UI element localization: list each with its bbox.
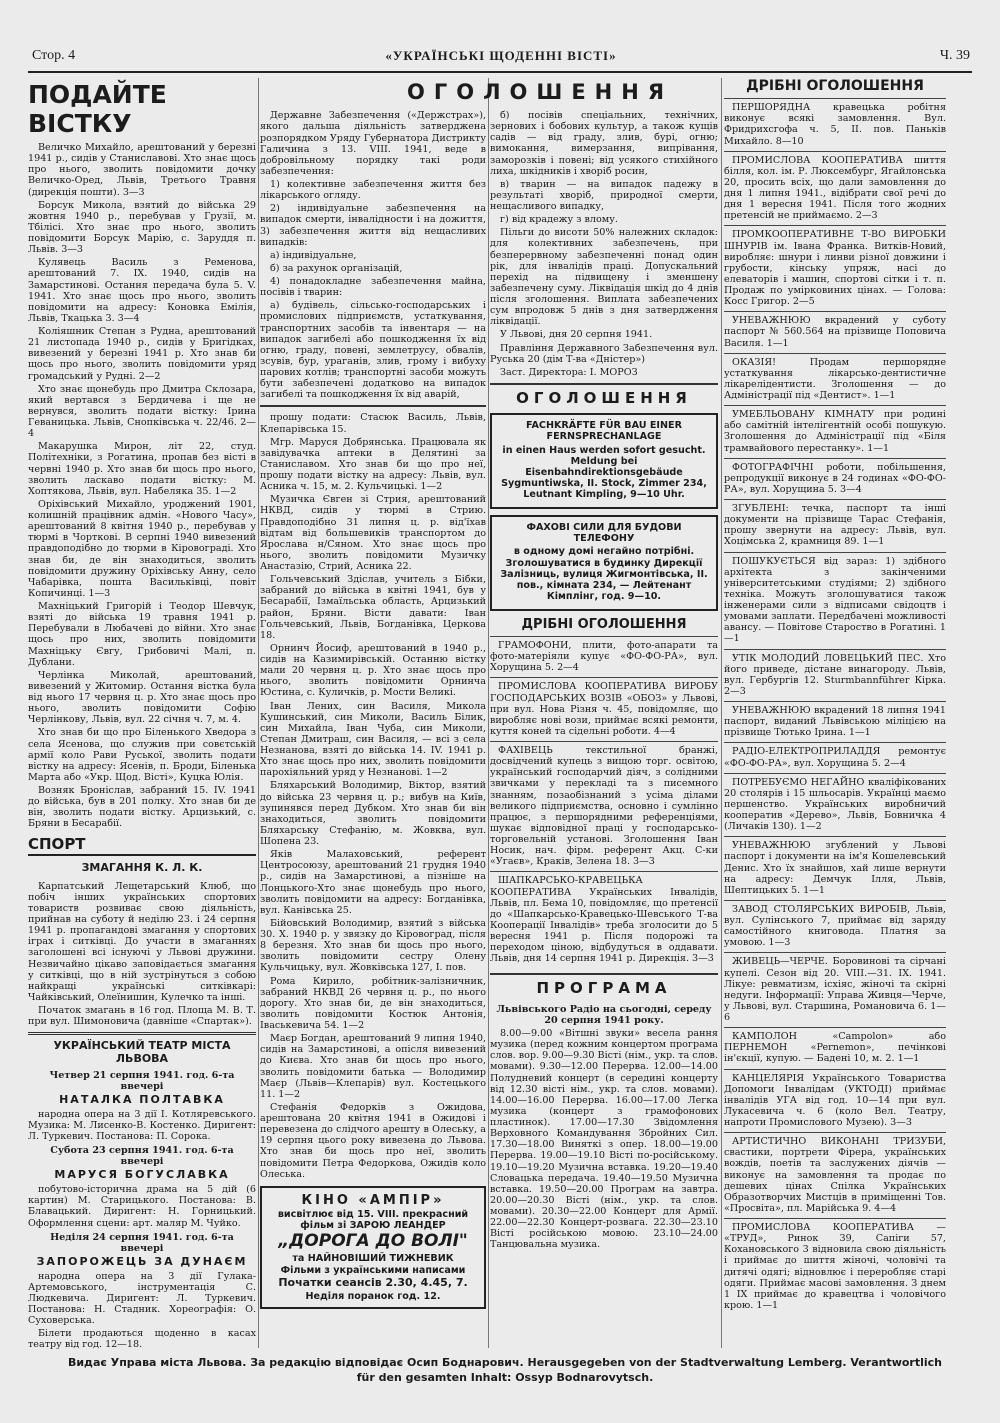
paragraph-text: Хто знав би що про Біленького Хведора з села Ясенова, що служив при совєтській армії коло Рави Руської, зволить подати вістку на адресу: Ясенів, п. Броди, Біленька Марта або «Укр. Щод. Вісті», Куцка Юлія. bbox=[28, 727, 256, 783]
issue-number: Ч. 39 bbox=[939, 48, 970, 63]
notice-body: в одному домі негайно потрібні. Зголошуватися в будинку Дирекції Залізниць, вулиця Жигмонтівська, II. пов., кімната 234, — Лейтенант Кімплінг, год. 9—10. bbox=[500, 546, 708, 602]
cinema-ad bbox=[260, 1186, 486, 1309]
paragraph-text: ПРОМИСЛОВА КООПЕРАТИВА ВИРОБУ ГОСПОДАРСЬКИХ ВОЗІВ «ОБОЗ» у Львові, при вул. Нова Різня ч. 45, повідомляє, що виробляє нові вози, приймає всякі ремонти, куття коней та сідельні роботи. 4—4 bbox=[490, 681, 718, 737]
paragraph-text: ЖИВЕЦЬ—ЧЕРЧЕ. Боровинові та сірчані купелі. Сезон від 20. VIII.—31. IX. 1941. Лікуе: ревматизм, ісхіяс, жіночі та скірні недуги. Інформації: Управа Живця—Черче, у Львові, вул. Старшина, Романовича 6. 1—6 bbox=[724, 956, 946, 1024]
classified-ad bbox=[724, 836, 946, 900]
theatre-show bbox=[28, 1145, 256, 1229]
classified-ad bbox=[724, 225, 946, 311]
missing-person-notice bbox=[260, 574, 486, 641]
classified-ad bbox=[724, 773, 946, 837]
paragraph-text: г) від крадежу з влому. bbox=[500, 214, 618, 226]
imprint-line: für den gesamten Inhalt: Ossyp Bodnarovytsch. bbox=[356, 1370, 654, 1384]
paragraph-text: Борсук Микола, взятий до війська 29 жовтня 1940 р., перебував у Грузії, м. Тбілісі. Хто знає про нього, зволить повідомити Борсук Марію, с. Заруддя п. Львів. 3—3 bbox=[28, 199, 256, 256]
insurance-paragraph bbox=[260, 250, 486, 261]
missing-person-notice bbox=[260, 976, 486, 1032]
paragraph-text: Правління Державного Забезпечення вул. Руська 20 (дім Т-ва «Дністер») bbox=[490, 342, 718, 365]
paragraph-text: ПРОМИСЛОВА КООПЕРАТИВА — «ТРУД», Ринок 39, Сапіги 57, Кохановського 3 відновила свою діяльність і приймає до шиття жіночі, чоловічі та дитячі одягі; відновлює і переробляє старі одяги. Приймає масові замовлення. З днем 1 IX приймає до кравецтва і чоловічого крою. 1—1 bbox=[724, 1222, 946, 1311]
paragraph-text: Мгр. Маруся Добрянська. Працювала як завідувачка аптеки в Делятині за Станиславом. Хто знав би що про неї, прошу подати вістку на адресу: Львів, вул. Асника ч. 15, м. 2. Кульчицькі. 1—2 bbox=[260, 436, 486, 493]
paragraph-text: УТІК МОЛОДИЙ ЛОВЕЦЬКИЙ ПЕС. Хто його приведе, дістане винагороду. Львів, вул. Гербургів 12. Sturmbannführer Кірка. 2—3 bbox=[724, 652, 946, 697]
paragraph-text: У Львові, дня 20 серпня 1941. bbox=[500, 329, 653, 341]
paragraph-text: Карпатський Лещетарський Клюб, що побіч інших українських спортових товариств розвиває свою діяльність, прийнав на суботу й неділю 23. і 24 серпня 1941 р. пропагандові змагання у спортових іграх і ситківці. До участи в змаганнях заголошені всі існуючі у Львові дружини. Незвичайно цікаво заповідається змагання у ситківці, що в ній зустрінуться з собою найкращі українські ситківкарі: Чайківський, Олеїнишин, Кулечко та інші. bbox=[28, 880, 256, 1003]
ukrainian-notice bbox=[490, 515, 718, 611]
paragraph-text: Махніцький Григорій і Теодор Шевчук, взяті до війська 19 травня 1941 р. Перебували в Любачеві до війни. Хто знає щось про них, зволить повідомити Махніцьку Євгу, Грибовичі Малі, п. Дублани. bbox=[28, 601, 256, 668]
missing-person-notice bbox=[260, 1102, 486, 1180]
classified-ad bbox=[724, 458, 946, 499]
paragraph-text: АРТИСТИЧНО ВИКОНАНІ ТРИЗУБИ, свастики, портрети Фірера, українських вождів, поетів та заслужених діячів — виконує на замовлення та продає по дешевих цінах Спілка Українських Образотворчих Мистців в приміщенні Тов. «Просвіта», пл. Марійська 9. 4—4 bbox=[724, 1136, 946, 1214]
paragraph-text: Заст. Директора: І. МОРОЗ bbox=[500, 366, 638, 378]
column-small-ads bbox=[724, 78, 946, 1348]
section-title-sport: СПОРТ bbox=[28, 836, 256, 856]
small-ads-list bbox=[490, 636, 718, 968]
paragraph-text: ПЕРШОРЯДНА кравецька робітня виконує всякі замовлення. Вул. Фридрихсгофа ч. 5, II. пов. Паньків Михайло. 8—10 bbox=[724, 102, 946, 147]
classified-ad bbox=[724, 405, 946, 458]
classified-ad bbox=[724, 499, 946, 552]
divider bbox=[260, 405, 486, 407]
paragraph-text: 2) індивідуальне забезпечення на випадок смерти, інвалідности і на дожиття, 3) забезпечення життя від нещасливих випадків: bbox=[260, 203, 486, 248]
insurance-paragraph bbox=[260, 179, 486, 201]
paragraph-text: ПОТРЕБУЄМО НЕГАЙНО кваліфікованих 20 столярів і 15 шльосарів. Українці маємо першенство. Українських виробничий кооператив «Дерево», Львів, Бовничка 4 (Личаків 130). 1—2 bbox=[724, 776, 946, 833]
paragraph-text: Музичка Євген зі Стрия, арештований НКВД, сидів у тюрмі в Стрию. Правдоподібно 31 липня ц. р. від'їхав відтам від большевиків транспортом до Ярослава н/Сяном. Хто знає щось про нього, зволить повідомити Музичку Анастазію, Стрий, Асника 22. bbox=[260, 494, 486, 573]
missing-person-notice bbox=[260, 412, 486, 434]
paragraph-text: ШАПКАРСЬКО-КРАВЕЦЬКА КООПЕРАТИВА Українських Інвалідів, Львів, пл. Бема 10, повідомляє, що претенсії до «Шапкарсько-Кравецько-Шевського Т-ва Кооперації Інвалідів» треба зголосити до 5 вересня 1941 р. Після подорожі та переходом ціною, відбудуться в оддавати. Львів, дня 14 серпня 1941 р. Дирекція. 3—3 bbox=[490, 875, 718, 965]
show-title: МАРУСЯ БОГУСЛАВКА bbox=[54, 1168, 230, 1182]
divider bbox=[490, 973, 718, 975]
missing-person-notice bbox=[28, 785, 256, 830]
paragraph-text: Кулявець Василь з Ременова, арештований 7. IX. 1940, сидів на Замарстинові. Остання передача була 5. V. 1941. Хто знає щось про нього, зволить повідомити на адресу: Коновка Емілія, Львів, Ткацька 3. 3—4 bbox=[28, 257, 256, 324]
insurance-paragraph bbox=[260, 300, 486, 400]
missing-person-notice bbox=[260, 494, 486, 572]
show-description: побутово-історична драма на 5 дій (6 картин) М. Старицького. Постанова: В. Блавацький. Диригент: Н. Горницький. Оформлення сцени: арт. маляр М. Чуйко. bbox=[28, 1184, 256, 1229]
paragraph-text: в) тварин — на випадок падежу в результаті хворіб, природної смерти, нещасливого випадку, bbox=[490, 178, 718, 212]
radio-program-title: ПРОГРАМА bbox=[536, 979, 672, 998]
paragraph-text: б) посівів спеціальних, технічних, зернових і бобових культур, а також кущів садів — від граду, злив, бурі, огню; вимокання, вимерзання, випрівання, заморозків і повені; від усякого стихійного лиха, шкідників і хворіб росин, bbox=[490, 110, 718, 177]
show-date: Неділя 24 серпня 1941. год. 6-та ввечері bbox=[50, 1231, 234, 1254]
classified-ad bbox=[724, 649, 946, 702]
theatre-show bbox=[28, 1070, 256, 1142]
page-header bbox=[32, 46, 970, 68]
paragraph-text: Оріхівський Михайло, уроджений 1901, колишній працівник адмін. «Нового Часу», арештований 8 квітня 1940 р., перебував у тюрмі в Чорткові. В серпні 1940 вивезений правдоподібно до тюрми в Кіровограді. Хто знав би, де він знаходиться, зволить повідомити дружину Оріхівську Анну, село Чабарівка, пошта Васильківці, повіт Копичинці. 1—3 bbox=[28, 498, 256, 599]
page-number: Стор. 4 bbox=[32, 48, 76, 63]
missing-person-notice bbox=[260, 918, 486, 974]
sport-paragraph bbox=[28, 1005, 256, 1027]
missing-person-notice bbox=[28, 499, 256, 599]
show-description: народна опера на 3 дії Гулака-Артемовського, інструментація С. Людкевича. Диригент: Л. Туркевич. Постанова: Н. Стадник. Хореографія: О. Суховерська. bbox=[28, 1270, 256, 1327]
divider bbox=[490, 383, 718, 385]
newspaper-title: «УКРАЇНСЬКІ ЩОДЕННІ ВІСТІ» bbox=[385, 48, 617, 63]
cinema-title: КІНО «АМПІР» bbox=[301, 1192, 445, 1208]
sport-article bbox=[28, 881, 256, 1028]
column-missing-persons bbox=[28, 78, 256, 1351]
notice-heading: ФАХОВІ СИЛИ ДЛЯ БУДОВИ ТЕЛЕФОНУ bbox=[526, 522, 682, 545]
missing-persons-list bbox=[28, 142, 256, 830]
cinema-line: висвітлює від 15. VIII. прекрасний фільм зі ЗАРОЮ ЛЕАНДЕР bbox=[277, 1208, 469, 1232]
paragraph-text: Початок змагань в 16 год. Площа М. В. Т. при вул. Шимоновича (давніше «Спартак»). bbox=[28, 1005, 256, 1028]
cinema-line: Фільми з українськими написами bbox=[280, 1265, 466, 1277]
paragraph-text: Бляхарський Володимир, Віктор, взятий до війська 23 червня ц. р.; вибув на Київ, зупинявся перед Дубком. Хто знав би він знаходиться, зволить повідомити Бляхарську Стефанію, м. Жовква, вул. Шопена 23. bbox=[260, 780, 486, 848]
missing-person-notice bbox=[28, 326, 256, 382]
missing-person-notice bbox=[260, 701, 486, 779]
classified-ad bbox=[724, 900, 946, 953]
radio-program-text: 8.00—9.00 «Вітшні звуки» весела рання музика (перед кожним концертом програма слов. вор. 9.00—9.30 Вісті (нім., укр. та слов. мовами). 9.30—12.00 Перерва. 12.00—14.00 Полудневий концерт (в середині концерту від 12.30 вісті нім., укр. та слов. мовами). 14.00—16.00 Перерва. 16.00—17.00 Легка музика (концерт з грамофонових пластинок). 17.00—17.30 Звідомлення Верховного Командування Збройних Сил. 17.30—18.00 Виняткі з опер. 18.00—19.00 Перерва. 19.00—19.10 Вісті по-російському. 19.10—19.20 Музична вставка. 19.20—19.40 Словацька передача. 19.40—19.50 Музична вставка. 19.50—20.00 Програм на завтра. 20.00—20.30 Вісті (нім., укр. та слов. мовами). 20.30—22.00 Концерт для Армії. 22.00—22.30 Концерт-розвага. 22.30—23.10 Вісті російською мовою. 23.10—24.00 Танцювальна музика. bbox=[490, 1028, 718, 1251]
small-ads-heading: ДРІБНІ ОГОЛОШЕННЯ bbox=[521, 617, 687, 633]
theatre-show bbox=[28, 1232, 256, 1327]
small-ads-heading: ДРІБНІ ОГОЛОШЕННЯ bbox=[746, 78, 924, 94]
classified-ad bbox=[724, 151, 946, 226]
paragraph-text: ГРАМОФОНИ, плити, фото-апарати та фото-матеріяли купує «ФО-ФО-РА», вул. Хорущина 5. 2—4 bbox=[490, 640, 718, 674]
radio-program-subtitle: Львівського Радіо на сьогодні, середу 20 серпня 1941 року. bbox=[496, 1003, 712, 1026]
notice-body: in einen Haus werden sofort gesucht. Meldung bei Eisenbahndirektionsgebäude Sygmuntiwska, II. Stock, Zimmer 234, Leutnant Kimpling, 9—10 Uhr. bbox=[501, 444, 707, 501]
insurance-notice bbox=[260, 110, 486, 400]
notice-heading: FACHKRÄFTE FÜR BAU EINER FERNSPRECHANLAGE bbox=[526, 420, 682, 443]
column-divider bbox=[258, 78, 259, 1348]
divider bbox=[28, 1032, 256, 1035]
show-title: НАТАЛКА ПОЛТАВКА bbox=[59, 1093, 225, 1107]
paragraph-text: а) індивідуальне, bbox=[270, 249, 357, 261]
classified-ad bbox=[724, 952, 946, 1027]
paragraph-text: Рома Кирило, робітник-залізничник, забраний НКВД 26 червня ц. р., по нього дорогу. Хто знав би, де він знаходиться, зволить повідомити Костюк Антонія, Іваськевича 54. 1—2 bbox=[260, 975, 486, 1032]
missing-person-notice bbox=[260, 437, 486, 493]
paragraph-text: ФАХІВЕЦЬ текстильної бранжі, досвідчений купець з вищою торг. освітою, український господарчий діяч, з солідними звичками у перекладі та з писемного знанням, позаобізнаний з усіма ділами великого підприємства, основно і сумлінно працює, з першорядними референціями, шукає відповідної праці у господарсько-торговельній установі. Зголошення Іван Носик, нач. фірм. референт Акц. С-ки «Угаєв», Краків, Зелена 18. 3—3 bbox=[490, 745, 718, 868]
paragraph-text: УНЕВАЖНЮЮ вкрадений 18 липня 1941 паспорт, виданий Львівською міліцією на прізвище Тютько Ірина. 1—1 bbox=[724, 705, 946, 739]
insurance-paragraph bbox=[490, 367, 718, 378]
announcements-title-2: ОГОЛОШЕННЯ bbox=[516, 388, 692, 407]
missing-person-notice bbox=[28, 727, 256, 783]
paragraph-text: б) за рахунок організацій, bbox=[270, 262, 403, 274]
show-title: ЗАПОРОЖЕЦЬ ЗА ДУНАЄМ bbox=[36, 1254, 248, 1268]
missing-person-notice bbox=[260, 1033, 486, 1100]
paragraph-text: прошу подати: Стасюк Василь, Львів, Клепарівська 15. bbox=[260, 412, 486, 435]
paragraph-text: Іван Лених, син Василя, Микола Кушинський, син Миколи, Василь Білик, син Михайла, Іван Чуба, син Миколи, Степан Дмитраш, син Василя, — всі з села Незнанова, взяті до війська 14. IV. 1941 р. Хто знає щось про них, зволить повідомити парохіяльний уряд у Незнанові. 1—2 bbox=[260, 700, 486, 779]
insurance-paragraph bbox=[490, 179, 718, 212]
classified-ad bbox=[724, 742, 946, 772]
paragraph-text: Возняк Броніслав, забраний 15. IV. 1941 до війська, був в 201 полку. Хто знав би де він, зволить подати вістку. Арцизький, с. Бряни в Бесарабії. bbox=[28, 785, 256, 830]
insurance-paragraph bbox=[490, 343, 718, 365]
paragraph-text: ФОТОГРАФІЧНІ роботи, побільшення, репродукції виконує в 24 годинах «ФО-ФО-РА», вул. Хорущина 5. 3—4 bbox=[724, 461, 946, 495]
paragraph-text: РАДІО-ЕЛЕКТРОПРИЛАДДЯ ремонтує «ФО-ФО-РА», вул. Хорущина 5. 2—4 bbox=[724, 746, 946, 769]
sport-subtitle: ЗМАГАННЯ К. Л. К. bbox=[81, 860, 203, 874]
paragraph-text: УМЕБЛЬОВАНУ КІМНАТУ при родині або самітній інтелігентній особі пошукую. Зголошення до Адміністрації під «Біля трамвайового перестанку». 1—1 bbox=[724, 409, 946, 454]
missing-person-notice bbox=[28, 142, 256, 198]
paragraph-text: УНЕВАЖНЮЮ вкрадений у суботу паспорт № 560.564 на прізвище Поповича Василя. 1—1 bbox=[724, 315, 946, 349]
paragraph-text: Орнинч Йосиф, арештований в 1940 р., сидів на Казимирівській. Останню вістку мали 20 червня ц. р. Хто знає щось про нього, зволить повідомити Орнинча Юстина, с. Куличків, р. Мости Великі. bbox=[260, 642, 486, 699]
paragraph-text: ЗАВОД СТОЛЯРСЬКИХ ВИРОБІВ, Львів, вул. Сулінського 7, приймає від заряду самостійного книговода. Платня за умовою. 1—3 bbox=[724, 903, 946, 949]
paragraph-text: Черлінка Миколай, арештований, вивезений у Житомир. Остання вістка була від нього 17 червня ц. р. Хто знає щось про нього, зволить повідомити Софію Черлінкову, Львів, вул. 22 січня ч. 7, м. 4. bbox=[28, 669, 256, 726]
paragraph-text: ПРОМИСЛОВА КООПЕРАТИВА шиття білля, кол. ім. Р. Люксембург, Ягайлонська 20, просить всіх, що дали замовлення до дня 1 липня 1941., відібрати свої речі до дня 1 вересня 1941. Після того жодних претенсій не приймаємо. 2—3 bbox=[724, 154, 946, 222]
announcements-title: ОГОЛОШЕННЯ bbox=[407, 80, 673, 104]
column-announcements-cont bbox=[490, 78, 718, 1380]
paragraph-text: Макарушка Мирон, літ 22, студ. Політехніки, з Рогатина, пропав без вісті в червні 1940 р. Хто знав би щось про нього, зволить ласкаво подати вістку: М. Хоптякова, Львів, вул. Набеляка 35. 1—2 bbox=[28, 441, 256, 497]
classified-ad bbox=[724, 1027, 946, 1068]
show-date: Субота 23 серпня 1941. год. 6-та ввечері bbox=[50, 1145, 234, 1168]
paragraph-text: КАМПОЛОН «Campolon» або ПЕРНЕМОН «Pernemon», печінкові ін'єкції, купую. — Бадені 10, м. 2. 1—1 bbox=[724, 1031, 946, 1065]
classified-ad bbox=[724, 552, 946, 649]
classified-ad bbox=[490, 636, 718, 677]
insurance-paragraph bbox=[260, 263, 486, 274]
section-title-missing: ПОДАЙТЕ ВІСТКУ bbox=[28, 80, 167, 138]
paragraph-text: Державне Забезпечення («Держстрах»), якого дальша діяльність затверджена розпорядком Уряду Губернатора Дистрикту Галичина з 13. VIII. 1941, веде в добровільному порядку такі роди забезпечення: bbox=[260, 110, 486, 177]
classified-ad bbox=[490, 677, 718, 741]
classified-ad bbox=[724, 701, 946, 742]
insurance-paragraph bbox=[490, 110, 718, 177]
paragraph-text: ПОШУКУЄТЬСЯ від зараз: 1) здібного архітекта з закінченими університетськими студіями; 2) здібного техніка. Можуть зголошуватися також інженерами сили з відписами свідоцтв і умовами заплати. Передбачені можливості авансу. — Повітове Староство в Рогатині. 1—1 bbox=[724, 555, 946, 645]
classified-ad bbox=[724, 1218, 946, 1315]
classified-ad bbox=[724, 1069, 946, 1133]
show-description: народна опера на 3 дії І. Котляревського. Музика: М. Лисенко-В. Костенко. Диригент: Л. Туркевич. Постанова: П. Сорока. bbox=[28, 1108, 256, 1143]
classified-ad bbox=[490, 741, 718, 871]
missing-person-notice bbox=[260, 643, 486, 699]
paragraph-text: Пільги до висоти 50% належних складок: для колективних забезпечень, при безперервному забезпеченні понад один рік, для інвалідів праці. Допускальний перехід на підвищену і зменшену забезпечену суму. Ліквідація шкід до 4 днів після зголошення. Виплата забезпечених сум впродовж 5 днів з дня затвердження ліквідації. bbox=[490, 227, 718, 328]
insurance-notice-cont bbox=[490, 110, 718, 378]
paragraph-text: ОКАЗІЯ! Продам першорядне устаткування лікарсько-дентистичне лікарелідентисти. Зголошення — до Адміністрації під «Дентист». 1—1 bbox=[724, 356, 946, 402]
missing-person-notice bbox=[260, 849, 486, 916]
theatre-heading: УКРАЇНСЬКИЙ ТЕАТР МІСТА ЛЬВОВА bbox=[53, 1039, 231, 1066]
paragraph-text: ЗГУБЛЕНІ: течка, паспорт та інші документи на прізвище Тарас Стефанія, прошу звернути на адресу: Львів, вул. Хоцімська 2, крамниця 89. 1—1 bbox=[724, 503, 946, 548]
film-title: „ДОРОГА ДО ВОЛІ" bbox=[278, 1231, 468, 1252]
paragraph-text: Стефанія Федорків з Ожидова, арештована 20 квітня 1941 в Ожидові і перевезена до слідчого арешту в Олеську, а 19 серпня цього року вивезена до Львова. Хто знав би щось про неї, зволить повідомити Петра Федоркова, Ожидів коло Олеська. bbox=[260, 1101, 486, 1180]
german-notice bbox=[490, 413, 718, 509]
missing-person-notice bbox=[28, 200, 256, 256]
paragraph-text: Хто знає щонебудь про Дмитра Склозара, який вертався з Бердичева і ще не вернувся, зволить подати вістку: Ірина Геваницька. Львів, Снопківська ч. 22/46. 2—4 bbox=[28, 383, 256, 440]
classified-ad bbox=[724, 311, 946, 352]
missing-person-notice bbox=[28, 441, 256, 497]
sport-paragraph bbox=[28, 881, 256, 1003]
insurance-paragraph bbox=[490, 329, 718, 340]
classified-ad bbox=[724, 1132, 946, 1218]
missing-person-notice bbox=[28, 257, 256, 324]
paragraph-text: Бійовський Володимир, взятий з війська 30. Х. 1940 р. у звязку до Кіровоград, після 8 березня. Хто знав би щось про нього, зволить повідомити сестру Олену Кульчицьку, вул. Жовківська 127, І. пов. bbox=[260, 917, 486, 974]
theatre-schedule bbox=[28, 1070, 256, 1327]
insurance-paragraph bbox=[260, 203, 486, 248]
cinema-line: та НАЙНОВІШИЙ ТИЖНЕВИК bbox=[292, 1252, 454, 1264]
paragraph-text: Яків Малаховський, референт Центросоюзу, арештований 21 грудня 1940 р., сидів на Замарстинові, а пізніше на Лонцького-Хто знає щонебудь про нього, зволить повідомити на адресу: Богданівка, вул. Канівська 25. bbox=[260, 849, 486, 916]
classified-ad bbox=[724, 98, 946, 151]
missing-persons-list-2 bbox=[260, 412, 486, 1179]
column-divider bbox=[488, 78, 489, 1348]
column-divider bbox=[721, 78, 722, 1348]
missing-person-notice bbox=[28, 601, 256, 668]
paragraph-text: 1) колективне забезпечення життя без лікарського огляду. bbox=[260, 179, 486, 202]
cinema-times: Початки сеансів 2.30, 4.45, 7. bbox=[278, 1276, 468, 1290]
paragraph-text: Гольчевський Здіслав, учитель з Бібки, забраний до війська в квітні 1941, був у Бесарабії, Ізмаїльська область, Арцизький район, Бряни. Вісти давати: Іван Гольчевський, Львів, Богданівка, Церкова 18. bbox=[260, 574, 486, 641]
missing-person-notice bbox=[28, 384, 256, 440]
paragraph-text: КАНЦЕЛЯРІЯ Українського Товариства Допомоги Інвалідам (УКТОДІ) приймає інвалідів УГА від год. 10—14 при вул. Лукасевича ч. 6 (коло Вел. Театру, напроти Промислового Музею). 3—3 bbox=[724, 1072, 946, 1129]
paragraph-text: 4) понадокладне забезпечення майна, посівів і тварин: bbox=[260, 276, 486, 299]
insurance-paragraph bbox=[490, 214, 718, 225]
paragraph-text: Коліяшник Степан з Рудна, арештований 21 листопада 1940 р., сидів у Бригідках, вивезений у березні 1941 р. Хто знав би щось про нього, зволить повідомити уряд громадський у Рудні. 2—2 bbox=[28, 326, 256, 382]
insurance-paragraph bbox=[490, 227, 718, 327]
paragraph-text: УНЕВАЖНЮЮ згублений у Львові паспорт і документи на ім'я Кошелевський Денис. Хто їх знайшов, хай лише вернути на адресу: Демчук Ілля, Львів, Шептицьких 5. 1—1 bbox=[724, 840, 946, 896]
paragraph-text: Маєр Богдан, арештований 9 липня 1940, сидів на Замарстинові, а опісля вивезений до Києва. Хто знав би щось про нього, зволить повідомити батька — Володимир Маєр (Львів—Клепарів) вул. Костецького 11. 1—2 bbox=[260, 1033, 486, 1100]
theatre-note: Білети продаються щоденно в касах театру від год. 12—18. bbox=[28, 1328, 256, 1351]
imprint-footer bbox=[40, 1356, 970, 1386]
imprint-line: Видає Управа міста Львова. За редакцію відповідає Осип Боднарович. Herausgegeben von der Stadtverwaltung Lemberg. Verantwortlich bbox=[67, 1356, 943, 1369]
classified-ad bbox=[724, 353, 946, 406]
paragraph-text: а) будівель, сільсько-господарських і промислових підприємств, устаткування, транспортних засобів та інвентаря — на випадок загибелі або пошкодження їх від огню, граду, повені, землетрусу, обвалів, зсувів, бур, ураганів, злив, грому і вибуху парових котлів; транспортні засоби можуть бути забезпечені додатково на випадок загибелі та пошкодження їх від аварій, bbox=[260, 300, 486, 401]
paragraph-text: Величко Михайло, арештований у березні 1941 р., сидів у Станиславові. Хто знає щось про нього, зволить повідомити дочку Величко-Оред, Львів, Третього Травня (дирекція пошти). 3—3 bbox=[28, 142, 256, 198]
small-ads-list bbox=[724, 98, 946, 1315]
header-rule bbox=[28, 71, 972, 73]
classified-ad bbox=[490, 871, 718, 968]
insurance-paragraph bbox=[260, 110, 486, 177]
cinema-sunday: Неділя поранок год. 12. bbox=[305, 1290, 441, 1302]
insurance-paragraph bbox=[260, 276, 486, 298]
missing-person-notice bbox=[260, 780, 486, 847]
missing-person-notice bbox=[28, 670, 256, 726]
paragraph-text: ПРОМКООПЕРАТИВНЕ Т-ВО ВИРОБКИ ШНУРІВ ім. Івана Франка. Витків-Новий, виробляє: шнури і линви різної довжини і грубости, кінську упряж, насі до елеваторів і машин, спортові сітки і т. п. Продаж по умірковиних цінах. — Голова: Косс Григор. 2—5 bbox=[724, 229, 946, 308]
show-date: Четвер 21 серпня 1941. год. 6-та ввечері bbox=[49, 1069, 235, 1092]
